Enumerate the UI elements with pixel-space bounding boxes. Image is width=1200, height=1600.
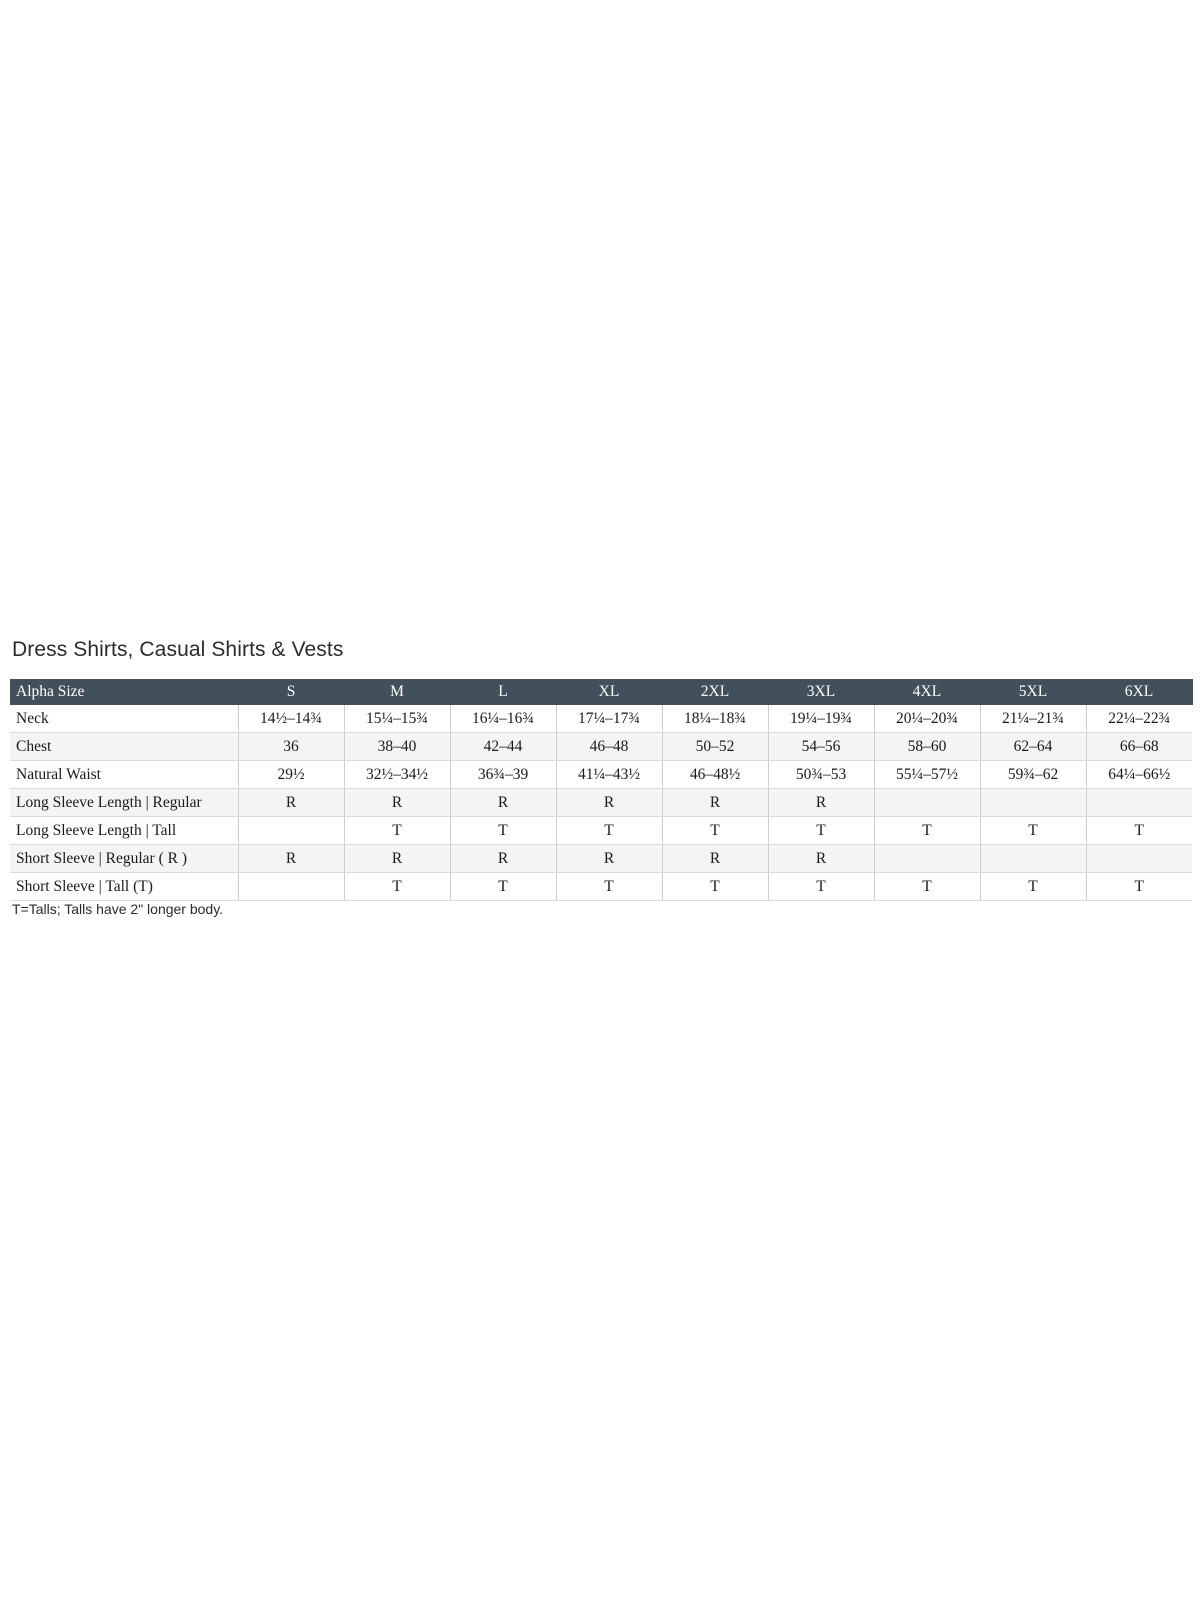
row-label-neck: Neck [10,705,238,733]
cell-ls-regular-2xl: R [662,789,768,817]
cell-ls-regular-m: R [344,789,450,817]
table-row [10,845,1192,873]
cell-ss-regular-m: R [344,845,450,873]
row-label-long-sleeve-regular: Long Sleeve Length | Regular [10,789,238,817]
cell-ls-tall-l: T [450,817,556,845]
cell-neck-6xl: 22¼–22¾ [1086,705,1192,733]
row-label-short-sleeve-regular: Short Sleeve | Regular ( R ) [10,845,238,873]
cell-ls-tall-4xl: T [874,817,980,845]
cell-ls-tall-2xl: T [662,817,768,845]
cell-ss-tall-l: T [450,873,556,901]
cell-neck-2xl: 18¼–18¾ [662,705,768,733]
cell-neck-l: 16¼–16¾ [450,705,556,733]
cell-neck-4xl: 20¼–20¾ [874,705,980,733]
cell-waist-s: 29½ [238,761,344,789]
table-body [10,705,1192,901]
table-row [10,789,1192,817]
cell-ss-tall-2xl: T [662,873,768,901]
cell-chest-s: 36 [238,733,344,761]
cell-ls-tall-s [238,817,344,845]
cell-ss-tall-s [238,873,344,901]
cell-waist-xl: 41¼–43½ [556,761,662,789]
cell-ls-regular-5xl [980,789,1086,817]
cell-waist-3xl: 50¾–53 [768,761,874,789]
cell-waist-l: 36¾–39 [450,761,556,789]
cell-ss-regular-s: R [238,845,344,873]
cell-waist-6xl: 64¼–66½ [1086,761,1192,789]
cell-ls-tall-6xl: T [1086,817,1192,845]
cell-ss-regular-xl: R [556,845,662,873]
column-header-alpha-size: Alpha Size [10,679,238,705]
row-label-long-sleeve-tall: Long Sleeve Length | Tall [10,817,238,845]
column-header-m: M [344,679,450,705]
column-header-l: L [450,679,556,705]
cell-chest-5xl: 62–64 [980,733,1086,761]
cell-ls-regular-4xl [874,789,980,817]
cell-chest-2xl: 50–52 [662,733,768,761]
cell-waist-m: 32½–34½ [344,761,450,789]
cell-neck-xl: 17¼–17¾ [556,705,662,733]
cell-ss-tall-6xl: T [1086,873,1192,901]
cell-ss-tall-m: T [344,873,450,901]
cell-ls-regular-6xl [1086,789,1192,817]
cell-chest-4xl: 58–60 [874,733,980,761]
cell-ss-tall-3xl: T [768,873,874,901]
cell-ls-tall-xl: T [556,817,662,845]
cell-waist-2xl: 46–48½ [662,761,768,789]
row-label-chest: Chest [10,733,238,761]
cell-waist-5xl: 59¾–62 [980,761,1086,789]
cell-ss-tall-5xl: T [980,873,1086,901]
column-header-3xl: 3XL [768,679,874,705]
cell-ls-tall-m: T [344,817,450,845]
cell-chest-xl: 46–48 [556,733,662,761]
cell-ss-regular-6xl [1086,845,1192,873]
table-row [10,873,1192,901]
cell-neck-3xl: 19¼–19¾ [768,705,874,733]
column-header-5xl: 5XL [980,679,1086,705]
cell-ls-regular-3xl: R [768,789,874,817]
cell-ls-tall-3xl: T [768,817,874,845]
cell-chest-6xl: 66–68 [1086,733,1192,761]
table-header [10,679,1192,705]
page-title: Dress Shirts, Casual Shirts & Vests [12,638,344,661]
row-label-natural-waist: Natural Waist [10,761,238,789]
cell-ss-regular-3xl: R [768,845,874,873]
cell-neck-5xl: 21¼–21¾ [980,705,1086,733]
cell-chest-m: 38–40 [344,733,450,761]
table-row [10,705,1192,733]
cell-ss-regular-2xl: R [662,845,768,873]
cell-ss-regular-4xl [874,845,980,873]
cell-neck-s: 14½–14¾ [238,705,344,733]
cell-chest-3xl: 54–56 [768,733,874,761]
cell-neck-m: 15¼–15¾ [344,705,450,733]
cell-ss-tall-xl: T [556,873,662,901]
cell-chest-l: 42–44 [450,733,556,761]
cell-ss-tall-4xl: T [874,873,980,901]
header-row [10,679,1192,705]
cell-ls-tall-5xl: T [980,817,1086,845]
cell-ls-regular-xl: R [556,789,662,817]
table-footnote: T=Talls; Talls have 2" longer body. [12,901,224,917]
cell-waist-4xl: 55¼–57½ [874,761,980,789]
column-header-xl: XL [556,679,662,705]
column-header-6xl: 6XL [1086,679,1192,705]
table-row [10,733,1192,761]
cell-ss-regular-l: R [450,845,556,873]
cell-ls-regular-l: R [450,789,556,817]
row-label-short-sleeve-tall: Short Sleeve | Tall (T) [10,873,238,901]
size-chart-table [10,679,1193,901]
table-row [10,761,1192,789]
cell-ls-regular-s: R [238,789,344,817]
table-row [10,817,1192,845]
column-header-2xl: 2XL [662,679,768,705]
column-header-s: S [238,679,344,705]
column-header-4xl: 4XL [874,679,980,705]
cell-ss-regular-5xl [980,845,1086,873]
